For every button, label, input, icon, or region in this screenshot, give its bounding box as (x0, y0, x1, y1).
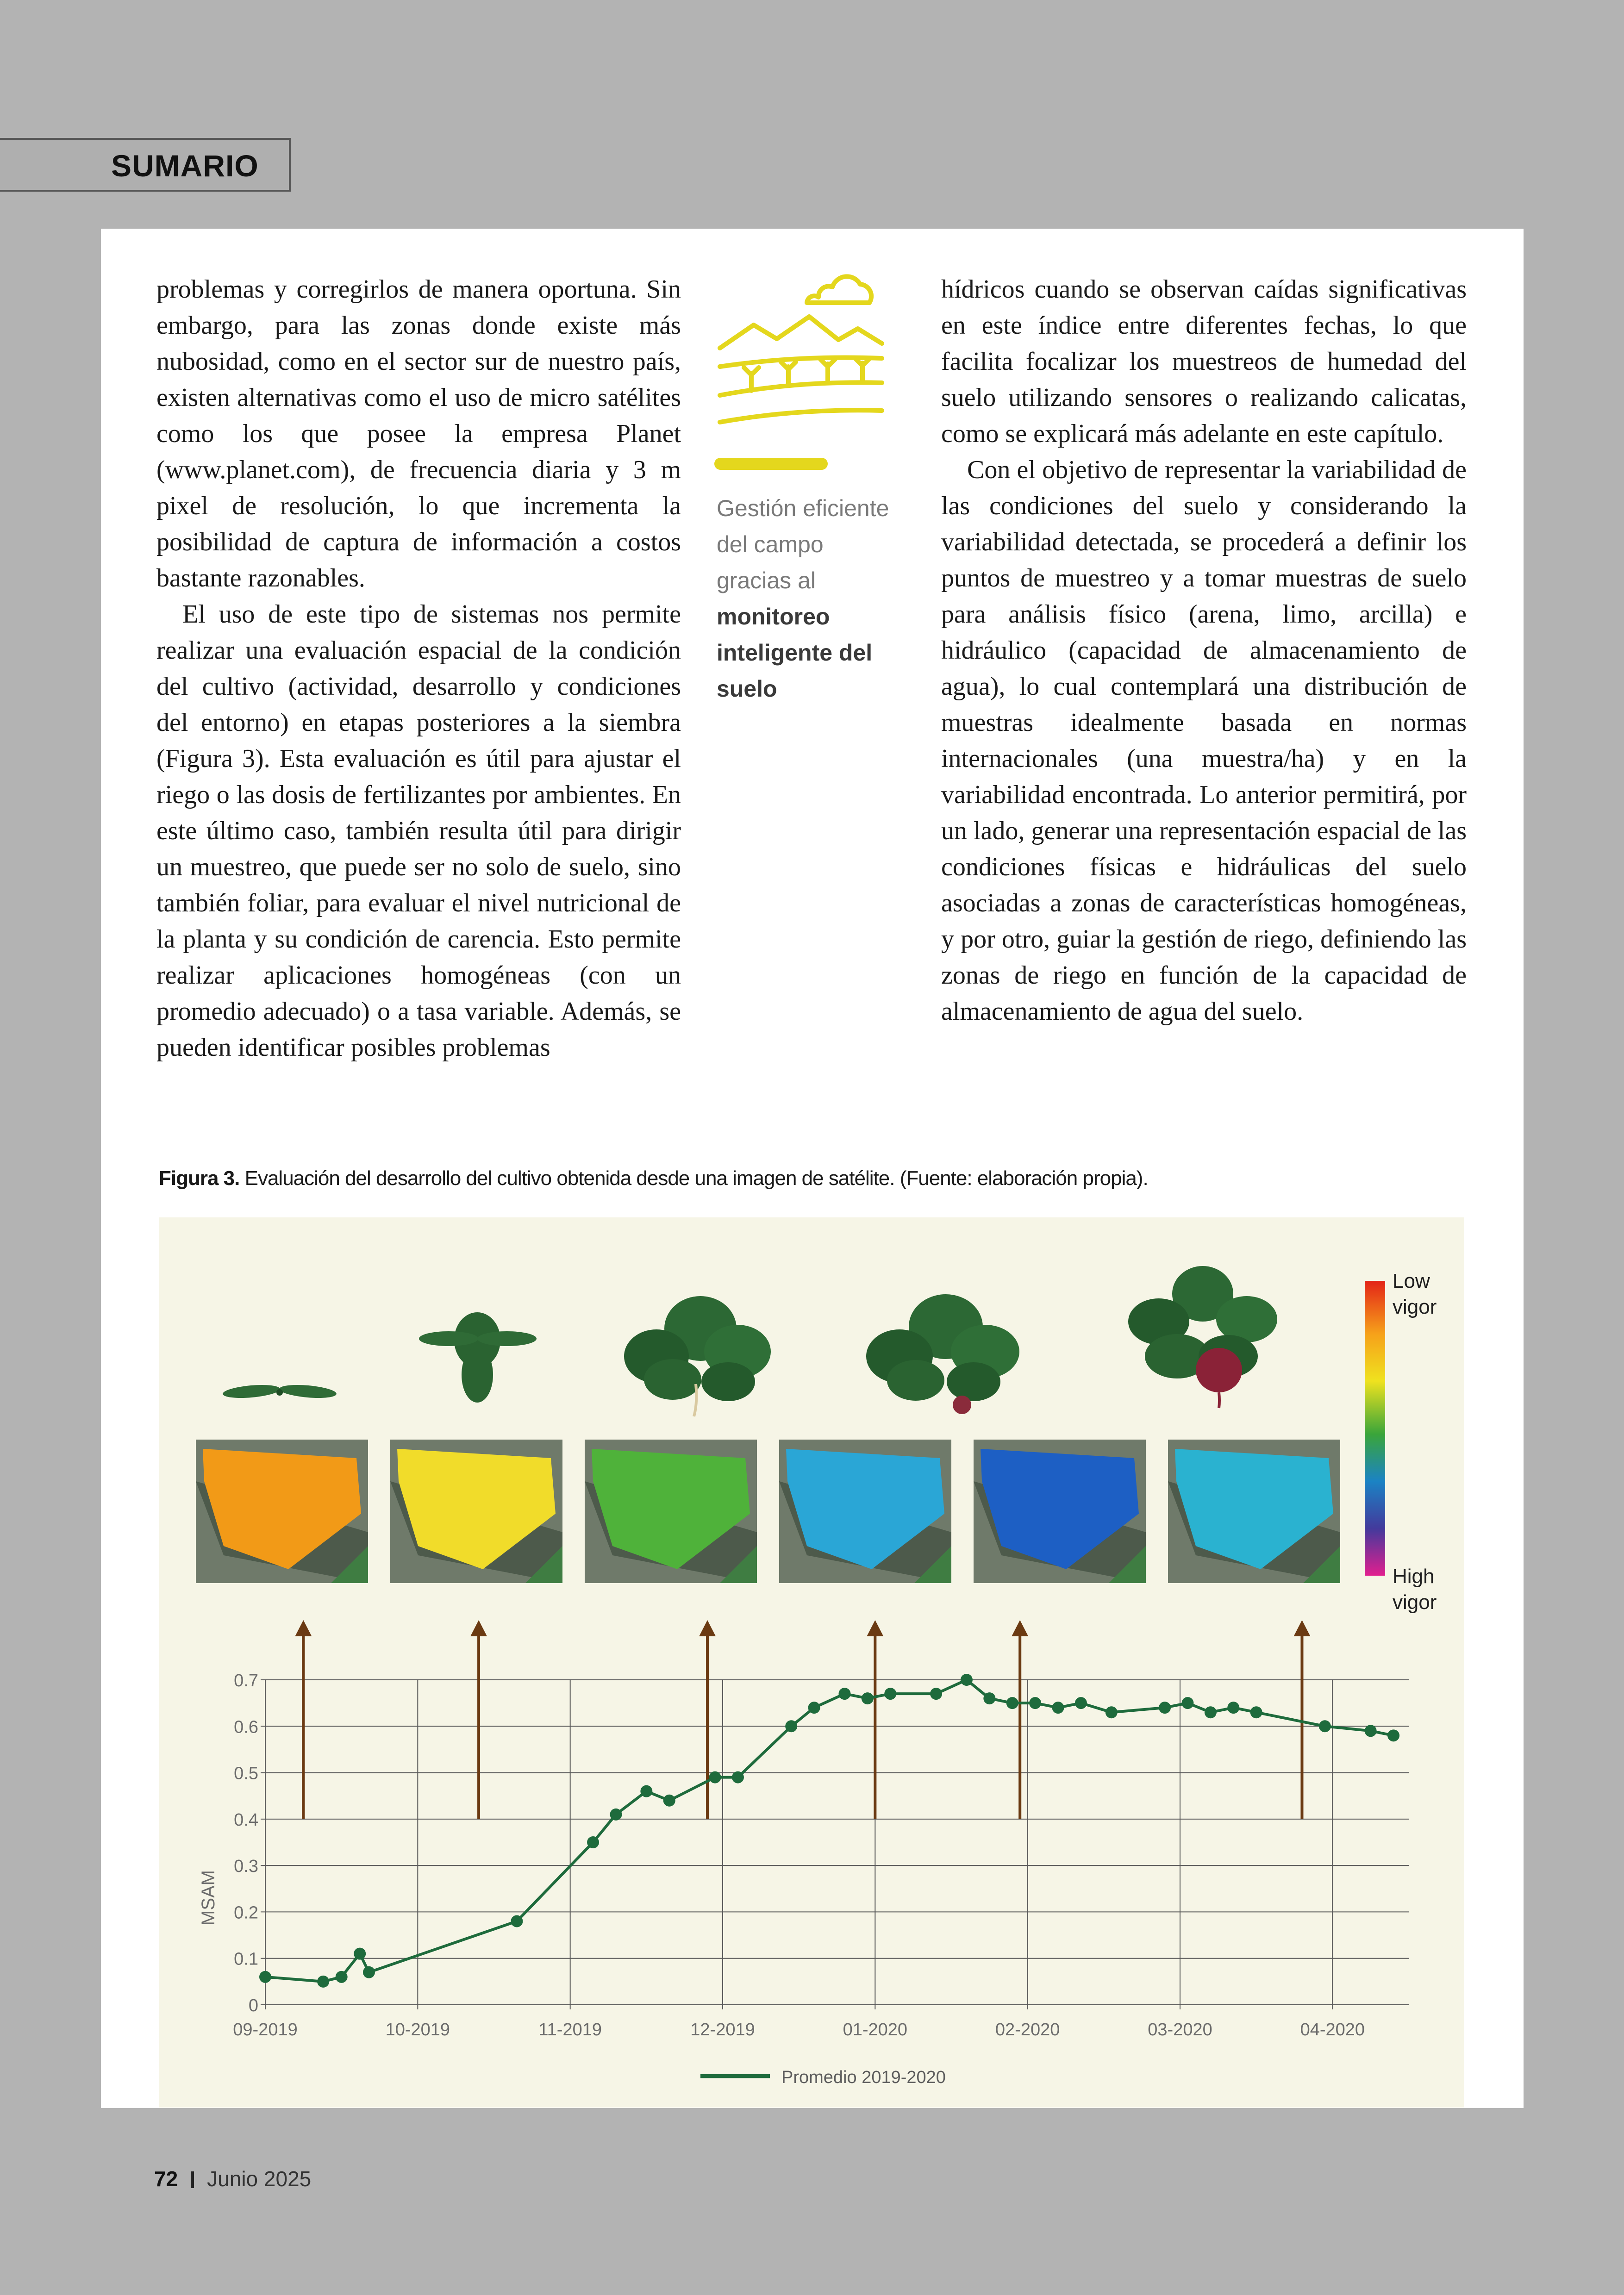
legend-low-line-2: vigor (1393, 1296, 1437, 1318)
data-point (336, 1971, 348, 1983)
data-point (1006, 1697, 1018, 1709)
data-point (1159, 1702, 1171, 1714)
data-point (1365, 1725, 1377, 1737)
satellite-map-5 (974, 1440, 1146, 1583)
figure-label: Figura 3. (159, 1167, 240, 1190)
satellite-map-1 (196, 1440, 368, 1583)
x-tick-label: 09-2019 (233, 2020, 298, 2039)
data-point (884, 1688, 896, 1700)
page-number: 72 (154, 2167, 178, 2191)
x-tick-label: 02-2020 (995, 2020, 1060, 2039)
plant-stage-1-icon (222, 1383, 337, 1400)
data-point (354, 1948, 366, 1960)
sidebar-quote-text: Gestión eficiente del campo gracias al (717, 495, 889, 593)
field-landscape-icon (714, 274, 899, 487)
y-tick-label: 0.7 (234, 1671, 258, 1690)
plant-stage-3-icon (624, 1296, 771, 1416)
page-footer (154, 2166, 311, 2191)
plant-stage-4-icon (866, 1294, 1019, 1414)
legend-high-line-2: vigor (1393, 1591, 1437, 1614)
x-tick-label: 01-2020 (843, 2020, 908, 2039)
data-point (1205, 1706, 1217, 1718)
data-point (862, 1692, 874, 1704)
y-tick-label: 0 (248, 1996, 258, 2015)
legend-low-line-1: Low (1393, 1270, 1430, 1292)
stage-arrowhead (1293, 1620, 1310, 1636)
data-point (259, 1971, 271, 1983)
y-tick-label: 0.1 (234, 1949, 258, 1969)
satellite-map-3 (585, 1440, 757, 1583)
stage-arrowhead (470, 1620, 487, 1636)
left-column (156, 271, 681, 1066)
data-point (1075, 1697, 1087, 1709)
data-point (838, 1688, 850, 1700)
sidebar-quote (717, 490, 902, 707)
figure-caption (159, 1167, 1148, 1190)
data-point (808, 1702, 820, 1714)
section-title: SUMARIO (111, 149, 259, 183)
x-tick-label: 03-2020 (1148, 2020, 1212, 2039)
left-paragraph-1: problemas y corregirlos de manera oportuna. Sin embargo, para las zonas donde existe más nubosidad, como en el sector sur de nuestro país, existen alternativas como el uso de micro satélites como los que posee la empresa Planet (www.planet.com), de frecuencia diaria y 3 m pixel de resolución, lo que incrementa la posibilidad de captura de información a costos bastante razonables. (156, 275, 681, 592)
data-point (732, 1771, 744, 1784)
right-paragraph-2: Con el objetivo de representar la variabilidad de las condiciones del suelo y considerando la variabilidad detectada, se procederá a definir los puntos de muestreo y a tomar muestras de suelo para análisis físico (arena, limo, arcilla) e hidráulico (capacidad de almacenamiento de agua), lo cual contemplará una distribución de muestras idealmente basada en normas internacionales (una muestra/ha) y en la variabilidad encontrada. Lo anterior permitirá, por un lado, generar una representación espacial de las condiciones físicas e hidráulicas del suelo asociadas a zonas de características homogéneas, y por otro, guiar la gestión de riego, definiendo las zonas de riego en función de la capacidad de almacenamiento de agua del suelo. (941, 455, 1467, 1026)
y-tick-label: 0.2 (234, 1903, 258, 1923)
data-point (587, 1836, 599, 1848)
x-tick-label: 11-2019 (538, 2020, 602, 2039)
left-paragraph-2: El uso de este tipo de sistemas nos permite realizar una evaluación espacial de la condición del cultivo (actividad, desarrollo y condiciones del entorno) en etapas posteriores a la siembra (Figura 3). Esta evaluación es útil para ajustar el riego o las dosis de fertilizantes por ambientes. En este último caso, también resulta útil para dirigir un muestreo, que puede ser no solo de suelo, sino también foliar, para evaluar el nivel nutricional de la planta y su condición de carencia. Esto permite realizar aplicaciones homogéneas (con un promedio adecuado) o a tasa variable. Además, se pueden identificar posibles problemas (156, 600, 681, 1062)
stage-arrowhead (295, 1620, 312, 1636)
data-point (1250, 1706, 1262, 1718)
data-point (1227, 1702, 1239, 1714)
data-point (983, 1692, 995, 1704)
y-axis-label: MSAM (198, 1870, 219, 1926)
section-tab (0, 138, 291, 192)
data-point (709, 1771, 721, 1784)
satellite-map-2 (390, 1440, 562, 1583)
right-paragraph-1: hídricos cuando se observan caídas significativas en este índice entre diferentes fechas, lo que facilita focalizar los muestreos de humedad del suelo utilizando sensores o realizando calicatas, como se explicará más adelante en este capítulo. (941, 275, 1467, 448)
data-point (511, 1915, 523, 1927)
sidebar-quote-emphasis: monitoreo inteligente del suelo (717, 604, 873, 702)
data-point (1052, 1702, 1064, 1714)
stage-arrowhead (867, 1620, 883, 1636)
data-point (1387, 1729, 1399, 1741)
figure-caption-text: Evaluación del desarrollo del cultivo obtenida desde una imagen de satélite. (Fuente: elaboración propia). (239, 1167, 1148, 1190)
x-tick-label: 10-2019 (385, 2020, 450, 2039)
data-point (1106, 1706, 1118, 1718)
data-point (1319, 1720, 1331, 1732)
stage-arrowhead (699, 1620, 716, 1636)
data-point (961, 1674, 973, 1686)
data-point (1029, 1697, 1041, 1709)
data-point (363, 1966, 375, 1978)
figure-3 (159, 1217, 1464, 2108)
y-tick-label: 0.3 (234, 1857, 258, 1877)
y-tick-label: 0.6 (234, 1717, 258, 1737)
figure-graphic (159, 1217, 1464, 2108)
x-tick-label: 04-2020 (1300, 2020, 1365, 2039)
stage-arrowhead (1012, 1620, 1028, 1636)
y-tick-label: 0.4 (234, 1810, 258, 1830)
y-tick-label: 0.5 (234, 1764, 258, 1784)
data-point (1181, 1697, 1193, 1709)
issue-date: Junio 2025 (207, 2167, 312, 2191)
data-point (785, 1720, 797, 1732)
data-point (930, 1688, 942, 1700)
article-page (101, 229, 1524, 2108)
satellite-map-4 (779, 1440, 951, 1583)
series-line (265, 1680, 1393, 1982)
data-point (640, 1785, 652, 1797)
data-point (610, 1809, 622, 1821)
footer-separator (191, 2171, 194, 2188)
chart-legend (700, 2068, 946, 2087)
x-tick-label: 12-2019 (690, 2020, 755, 2039)
data-point (317, 1976, 329, 1988)
plant-stage-2-icon (419, 1312, 537, 1403)
right-column (941, 271, 1467, 1029)
plant-stage-5-icon (1128, 1266, 1277, 1408)
data-point (663, 1795, 675, 1807)
legend-high-line-1: High (1393, 1565, 1435, 1588)
vigor-color-scale (1365, 1281, 1385, 1576)
legend-series-label: Promedio 2019-2020 (781, 2068, 946, 2087)
satellite-map-6 (1168, 1440, 1340, 1583)
